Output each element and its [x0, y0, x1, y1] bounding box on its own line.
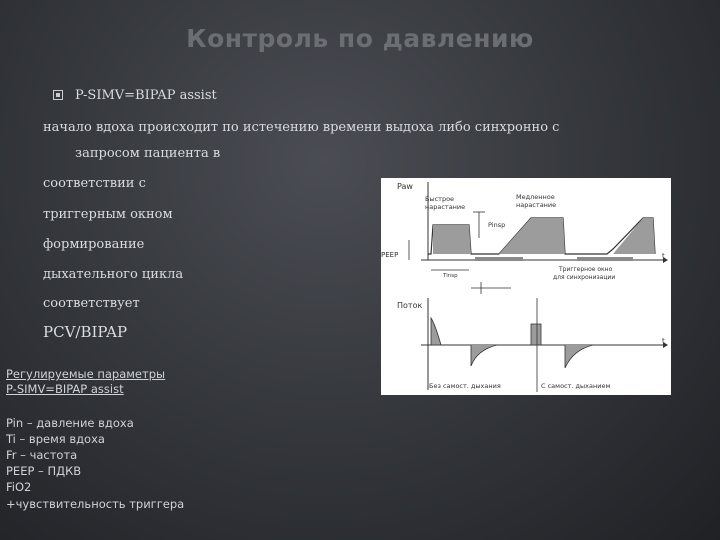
slide-title: Контроль по давлению	[186, 24, 534, 53]
param-item: Ti – время вдоха	[6, 432, 105, 446]
flow-insp-2	[531, 324, 541, 345]
diagram-svg	[381, 178, 671, 395]
trigger-window-1: Триггерное окно	[559, 266, 613, 273]
pressure-breath-1	[433, 225, 471, 254]
param-item: PEEP – ПДКВ	[6, 464, 82, 478]
pressure-breath-3	[613, 218, 655, 254]
param-item: Fr – частота	[6, 448, 78, 462]
body-line-1: начало вдоха происходит по истечению времени выдоха либо синхронно с	[43, 120, 560, 135]
slow-rise-1: Медленное	[516, 193, 555, 201]
paw-label: Paw	[397, 182, 413, 191]
flow-insp-1	[431, 318, 441, 345]
body-line-6: дыхательного цикла	[43, 267, 184, 282]
checkbox-bullet-icon	[53, 90, 63, 100]
no-spont-label: Без самост. дыхания	[429, 382, 501, 390]
fast-rise-1: Быстрое	[425, 195, 455, 203]
slow-rise-2: нарастание	[516, 201, 557, 209]
pinsp-label: Pinsp	[488, 221, 506, 229]
params-heading-2: P-SIMV=BIPAP assist	[6, 382, 124, 396]
body-line-8: PCV/BIPAP	[43, 323, 128, 341]
fast-rise-2: нарастание	[425, 203, 466, 211]
t-label-top: t	[662, 252, 665, 260]
body-line-5: формирование	[43, 237, 145, 252]
flow-exp-2	[565, 345, 593, 368]
trigger-window-2: для синхронизации	[553, 274, 616, 281]
tinsp-label: Tinsp	[443, 273, 458, 279]
flow-label: Поток	[397, 301, 423, 310]
pressure-flow-diagram	[381, 178, 671, 395]
peep-label: PEEP	[381, 251, 399, 259]
spont-label: С самост. дыханием	[541, 382, 611, 390]
trigger-window-bar-1	[475, 257, 523, 261]
body-line-3: соответствии с	[43, 176, 146, 191]
trigger-window-bar-2	[577, 257, 633, 261]
param-item: FiO2	[6, 480, 32, 494]
body-line-2: запросом пациента в	[75, 146, 221, 161]
pressure-breath-2	[499, 218, 565, 254]
body-line-4: триггерным окном	[43, 207, 173, 222]
flow-exp-1	[471, 345, 497, 366]
params-heading-1: Регулируемые параметры	[6, 367, 166, 381]
body-line-7: соответствует	[43, 296, 140, 311]
param-item: +чувствительность триггера	[6, 497, 185, 511]
param-item: Pin – давление вдоха	[6, 416, 134, 430]
t-label-bottom: t	[662, 337, 665, 345]
bullet-text: P-SIMV=BIPAP assist	[75, 88, 217, 103]
